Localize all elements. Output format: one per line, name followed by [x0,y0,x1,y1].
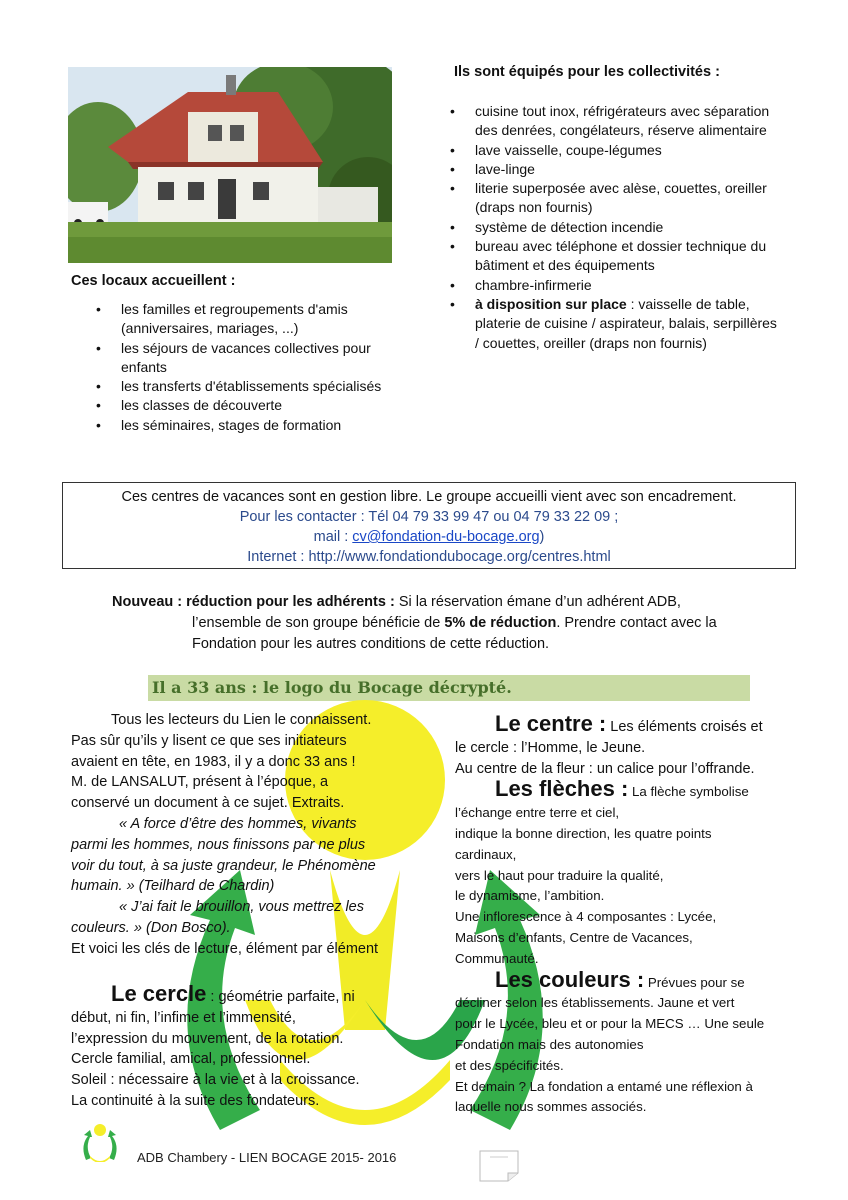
page-corner-icon [478,1149,520,1183]
equip-heading: Ils sont équipés pour les collectivités : [454,64,720,80]
list-item: • les transferts d'établissements spécialisés [121,377,421,396]
locaux-heading: Ces locaux accueillent : [71,273,236,289]
list-item: • bureau avec téléphone et dossier technique du bâtiment et des équipements [475,237,815,276]
promo-text: Nouveau : réduction pour les adhérents : Si la réservation émane d’un adhérent ADB, l’ensemble de son groupe bénéficie de 5% de réduction. Prendre contact avec la Fondation pour les autres conditions de cette réduction. [112,594,717,652]
list-item: • système de détection incendie [475,218,815,237]
list-item: • les classes de découverte [121,396,421,415]
centre-title: Le centre : [495,711,607,736]
contact-box [62,482,796,569]
cercle-title: Le cercle [111,981,207,1006]
contact-line-3: mail : cv@fondation-du-bocage.org) [313,529,545,545]
left-column: Tous les lecteurs du Lien le connaissent. Pas sûr qu’ils y lisent ce que ses initiateurs avaient en tête, en 1983, il y a donc 33 ans ! M. de LANSALUT, présent à l’époque, a conservé un document à ce sujet. Extraits. « A force d’être des hommes, vivants parmi les hommes, nous finissons par ne plus voir du tout, à sa juste grandeur, le Phénomène humain. » (Teilhard de Chardin) « J’ai fait le brouillon, vous mettrez les couleurs. » (Don Bosco). Et voici les clés de lecture, élément par élément [71,712,379,957]
list-item: • les séjours de vacances collectives pour enfants [121,339,421,378]
chalet-photo [68,67,392,263]
cercle-section: Le cercle : géométrie parfaite, ni début, ni fin, l’infime et l’immensité, l’expression du mouvement, de la rotation. Cercle familial, amical, professionnel. Soleil : nécessaire à la vie et à la croissance. La continuité à la suite des fondateurs. [71,981,360,1109]
fleches-title: Les flèches : [495,776,629,802]
bocage-logo-small [78,1122,122,1162]
contact-website[interactable]: Internet : http://www.fondationdubocage.org/centres.html [247,549,611,565]
banner-title: Il a 33 ans : le logo du Bocage décrypté. [152,678,512,697]
list-item: • les familles et regroupements d'amis (anniversaires, mariages, ...) [121,300,421,339]
email-link[interactable]: cv@fondation-du-bocage.org [352,529,540,545]
list-item: • lave vaisselle, coupe-légumes [475,141,815,160]
locaux-list [121,300,421,435]
contact-line-2: Pour les contacter : Tél 04 79 33 99 47 ou 04 79 33 22 09 ; [239,509,619,525]
list-item: • chambre-infirmerie [475,276,815,295]
list-item: • literie superposée avec alèse, couettes, oreiller (draps non fournis) [475,179,815,218]
footer-text: ADB Chambery - LIEN BOCAGE 2015- 2016 [137,1150,397,1165]
equip-list [475,102,815,353]
section-banner [148,675,750,701]
list-item: • les séminaires, stages de formation [121,416,421,435]
contact-line-1: Ces centres de vacances sont en gestion libre. Le groupe accueilli vient avec son encadrement. [121,489,737,505]
right-column: Le centre : Les éléments croisés et le cercle : l’Homme, le Jeune. Au centre de la fleur : un calice pour l’offrande. Les flèches : La flèche symbolise l’échange entre terre et ciel, indique la bonne direction, les quatre points cardinaux, vers le haut pour traduire la qualité, le dynamisme, l’ambition. Une inflorescence à 4 composantes : Lycée, Maisons d’enfants, Centre de Vacances, Communauté. Les couleurs : Prévues pour se décliner selon les établissements. Jaune et vert pour le Lycée, bleu et or pour la MECS … Une seule Fondation mais des autonomies et des spécificités. Et demain ? La fondation a entamé une réflexion à laquelle nous sommes associés. [455,711,765,1115]
couleurs-title: Les couleurs : [495,966,645,992]
list-item: • à disposition sur place : vaisselle de table, platerie de cuisine / aspirateur, balais, serpillères / couettes, oreiller (draps non fournis) [475,295,815,353]
list-item: • lave-linge [475,160,815,179]
list-item: • cuisine tout inox, réfrigérateurs avec séparation des denrées, congélateurs, réserve alimentaire [475,102,815,141]
